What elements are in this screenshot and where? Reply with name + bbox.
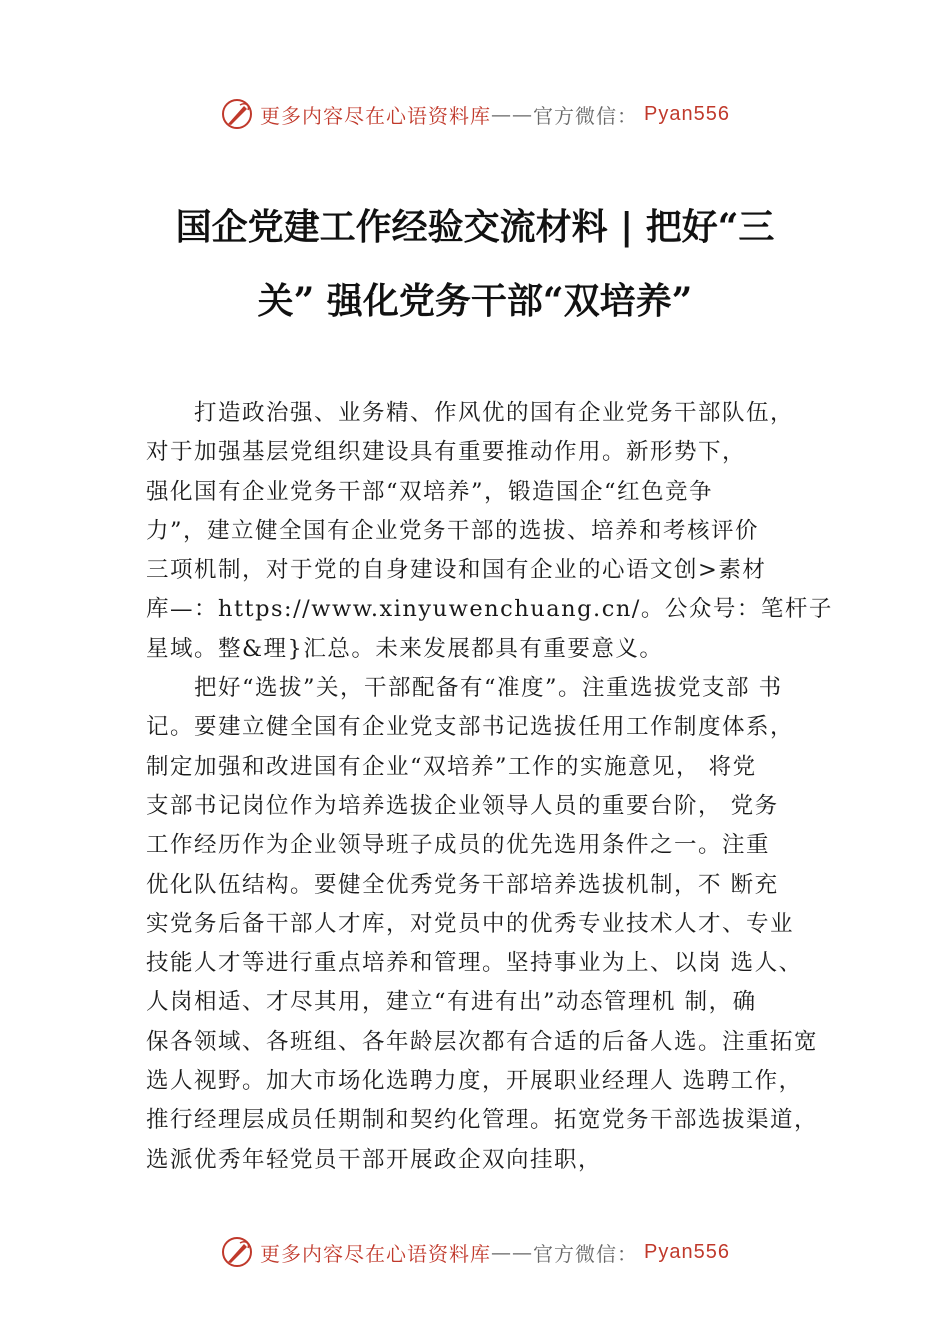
body-text-line: 记。要建立健全国有企业党支部书记选拔任用工作制度体系， [146, 714, 795, 741]
quill-logo-icon [220, 1235, 254, 1269]
banner-site-text: 更多内容尽在心语资料库 [260, 1241, 492, 1266]
banner-wechat-label: 官方微信： [533, 1241, 639, 1266]
body-text-line: 力”，建立健全国有企业党务干部的选拔、培养和考核评价 [146, 517, 760, 544]
body-text-line: 推行经理层成员任期制和契约化管理。拓宽党务干部选拔渠道， [146, 1107, 819, 1134]
body-text-line: 技能人才等进行重点培养和管理。坚持事业为上、以岗 选人、 [146, 950, 803, 977]
body-text-line: 打造政治强、业务精、作风优的国有企业党务干部队伍， [146, 400, 795, 426]
body-text-line: 人岗相适、才尽其用，建立“有进有出”动态管理机 制，确 [146, 989, 757, 1016]
title-line-2: 关” 强化党务干部“双培养” [257, 280, 693, 322]
document-body [146, 394, 836, 1180]
body-text-line: 把好“选拔”关，干部配备有“准度”。注重选拔党支部 书 [146, 675, 783, 702]
body-text-line: 实党务后备干部人才库，对党员中的优秀专业技术人才、专业 [146, 910, 795, 937]
body-text-line: 三项机制，对于党的自身建设和国有企业的心语文创>素材 [146, 557, 767, 584]
body-text-line: 制定加强和改进国有企业“双培养”工作的实施意见， 将党 [146, 753, 757, 780]
body-text-line: 库—：https://www.xinyuwenchuang.cn/。公众号：笔杆子 [146, 596, 833, 623]
document-title [140, 190, 810, 338]
body-text-line: 优化队伍结构。要健全优秀党务干部培养选拔机制，不 断充 [146, 871, 779, 898]
banner-dash: —— [491, 102, 534, 126]
quill-logo-icon [220, 97, 254, 131]
banner-site-text: 更多内容尽在心语资料库 [260, 103, 492, 128]
header-watermark-banner [0, 94, 950, 134]
footer-watermark-banner [0, 1232, 950, 1272]
banner-wechat-id: Pyan556 [644, 102, 730, 125]
banner-wechat-label: 官方微信： [533, 103, 639, 128]
banner-wechat-id: Pyan556 [644, 1240, 730, 1263]
body-text-line: 保各领域、各班组、各年龄层次都有合适的后备人选。注重拓宽 [146, 1028, 819, 1055]
banner-dash: —— [491, 1240, 534, 1264]
body-text-line: 强化国有企业党务干部“双培养”，锻造国企“红色竞争 [146, 478, 714, 505]
body-text-line: 选派优秀年轻党员干部开展政企双向挂职， [146, 1146, 603, 1173]
body-text-line: 工作经历作为企业领导班子成员的优先选用条件之一。注重 [146, 832, 771, 859]
body-text-line: 支部书记岗位作为培养选拔企业领导人员的重要台阶， 党务 [146, 792, 779, 819]
title-line-1: 国企党建工作经验交流材料 | 把好“三 [175, 206, 775, 248]
body-text-line: 星域。整&理}汇总。未来发展都具有重要意义。 [146, 635, 664, 662]
body-text-line: 选人视野。加大市场化选聘力度，开展职业经理人 选聘工作， [146, 1068, 803, 1095]
body-text-line: 对于加强基层党组织建设具有重要推动作用。新形势下， [146, 439, 747, 466]
